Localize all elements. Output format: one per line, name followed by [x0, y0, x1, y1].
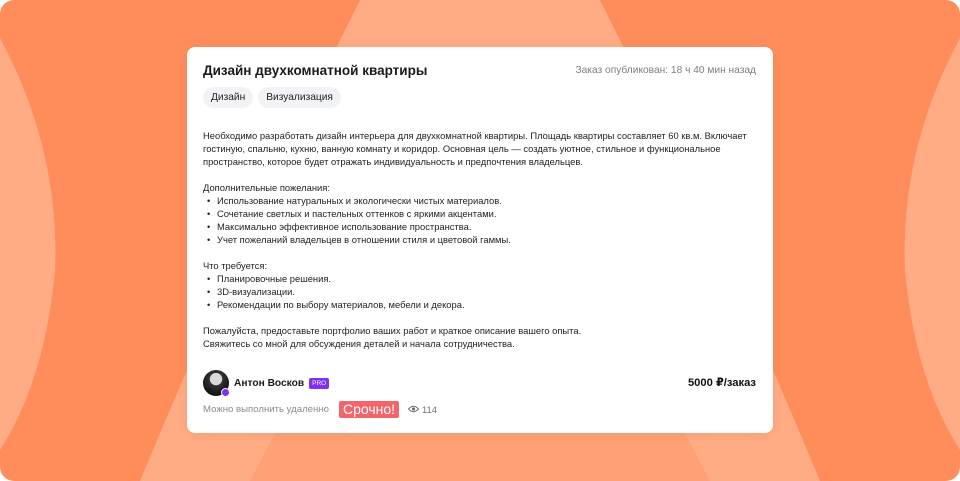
list-item: • Максимально эффективное использование пространства.	[203, 220, 758, 233]
order-header	[203, 63, 756, 81]
urgent-badge: Срочно!	[339, 401, 399, 418]
order-title[interactable]: Дизайн двухкомнатной квартиры	[203, 63, 428, 78]
order-price: 5000 ₽/заказ	[687, 377, 756, 389]
author-block[interactable]	[203, 370, 329, 396]
online-status-dot	[221, 388, 230, 397]
list-item: • Рекомендации по выбору материалов, мебели и декора.	[203, 298, 758, 311]
tag-list	[203, 87, 341, 108]
author-name[interactable]: Антон Восков	[234, 377, 305, 389]
wishes-list	[203, 194, 758, 246]
list-item: • Использование натуральных и экологически чистых материалов.	[203, 194, 758, 207]
order-description	[203, 129, 758, 350]
views-counter	[408, 404, 437, 415]
tag-design[interactable]: Дизайн	[203, 87, 253, 108]
list-item: • Учет пожеланий владельцев в отношении стиля и цветовой гаммы.	[203, 233, 758, 246]
wishes-heading: Дополнительные пожелания:	[203, 182, 330, 193]
list-item: • 3D-визуализации.	[203, 285, 758, 298]
closing-text-2: Свяжитесь со мной для обсуждения деталей и начала сотрудничества.	[203, 338, 515, 349]
list-item: • Сочетание светлых и пастельных оттенков с яркими акцентами.	[203, 207, 758, 220]
closing-text-1: Пожалуйста, предоставьте портфолио ваших работ и краткое описание вашего опыта.	[203, 325, 582, 336]
views-count: 114	[422, 403, 437, 415]
published-time: Заказ опубликован: 18 ч 40 мин назад	[575, 65, 756, 76]
remote-label: Можно выполнить удаленно	[203, 403, 329, 415]
avatar[interactable]	[203, 370, 229, 396]
list-item: • Планировочные решения.	[203, 272, 758, 285]
description-intro: Необходимо разработать дизайн интерьера для двухкомнатной квартиры. Площадь квартиры составляет 60 кв.м. Включает гостиную, спальню, кухню, ванную комнату и коридор. Основная цель — создать уютное, стильное и функциональное пространство, которое будет отражать индивидуальность и предпочтения владельцев.	[203, 130, 747, 167]
order-footer	[203, 400, 437, 418]
requirements-list	[203, 272, 758, 311]
tag-visualization[interactable]: Визуализация	[258, 87, 341, 108]
pro-badge: PRO	[309, 378, 329, 389]
order-card[interactable]	[187, 47, 773, 433]
requirements-heading: Что требуется:	[203, 260, 268, 271]
eye-icon	[408, 405, 419, 413]
